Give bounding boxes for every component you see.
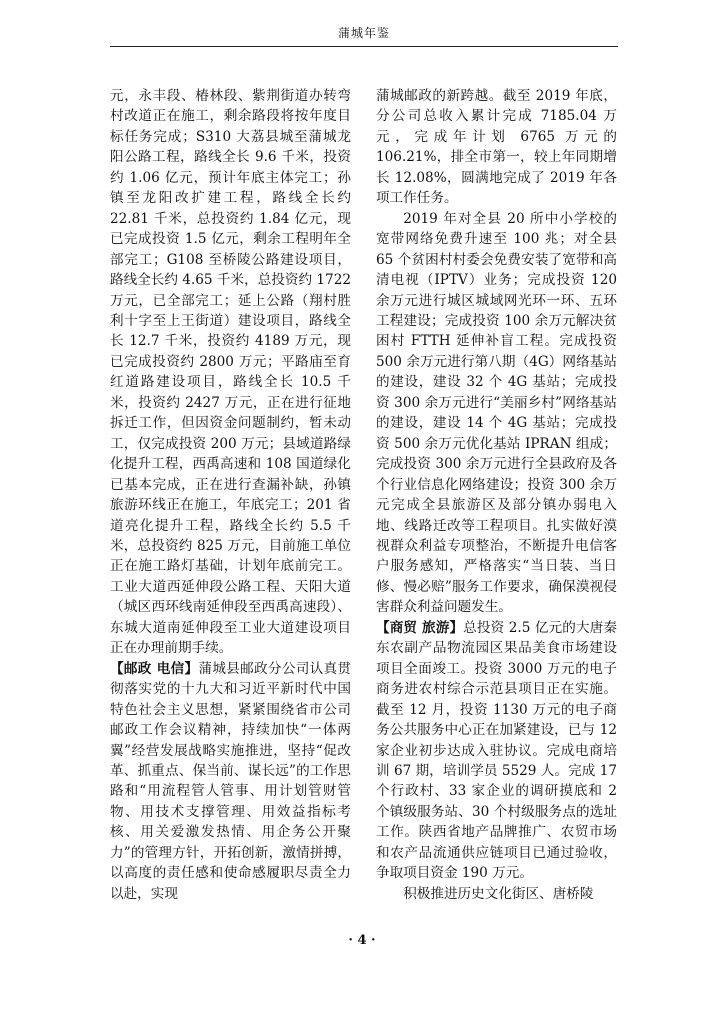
paragraph-trade-tourism <box>376 618 617 884</box>
paragraph-postal-results: 蒲城邮政的新跨越。截至 2019 年底，分公司总收入累计完成 7185.04 万元，完成年计划 6765 万元的 106.21%，排全市第一，较上年同期增长 12.08%，圆满地完成了 2019 年各项工作任务。 <box>376 88 617 207</box>
left-column <box>110 86 351 904</box>
header-title: 蒲城年鉴 <box>337 26 390 40</box>
right-column <box>376 86 617 904</box>
paragraph-heritage: 积极推进历史文化街区、唐桥陵 <box>403 885 594 902</box>
section-body-postal-telecom: 蒲城县邮政分公司认真贯彻落实党的十九大和习近平新时代中国特色社会主义思想，紧紧围绕省市公司邮政工作会议精神，持续加快“一体两翼”经营发展战略实施推进，坚持“促改革、抓重点、保当前、谋长远”的工作思路和“用流程管人管事、用计划管财管物、用技术支撑管理、用效益指标考核、用关爱激发热情、用企务公开聚力”的管理方针，开拓创新，激情拼搏，以高度的责任感和使命感履职尽责全力以赴，实现 <box>110 660 352 902</box>
section-body-trade-tourism: 总投资 2.5 亿元的大唐秦东农副产品物流园区果品美食市场建设项目全面竣工。投资 3000 万元的电子商务进农村综合示范县项目正在实施。截至 12 月，投资 1130 万元的电子商务公共服务中心正在加紧建设，已与 12 家企业初步达成入驻协议。完成电商培训 67 期，培训学员 5529 人。完成 17 个行政村、33 家企业的调研摸底和 2 个镇级服务站、30 个村级服务点的选址工作。陕西省地产品牌推广、农贸市场和农产品流通供应链项目已通过验收，争取项目资金 190 万元。 <box>376 619 618 882</box>
paragraph-telecom-2019: 2019 年对全县 20 所中小学校的宽带网络免费升速至 100 兆；对全县 65 个贫困村村委会免费安装了宽带和高清电视（IPTV）业务；完成投资 120 余万元进行城区城域网光环一环、五环工程建设；完成投资 100 余万元解决贫困村 FTTH 延伸补盲工程。完成投资 500 余万元进行第八期（4G）网络基站的建设，建设 32 个 4G 基站；完成投资 300 余万元进行“美丽乡村”网络基站的建设，建设 14 个 4G 基站；完成投资 500 余万元优化基站 IPRAN 组成；完成投资 300 余万元进行全县政府及各个行业信息化网络建设；投资 300 余万元完成全县旅游区及部分镇办弱电入地、线路迁改等工程项目。扎实做好漠视群众利益专项整治，不断提升电信客户服务感知，严格落实“当日装、当日修、慢必赔”服务工作要求，确保漠视侵害群众利益问题发生。 <box>376 210 617 616</box>
paragraph-postal-telecom <box>110 659 351 904</box>
section-heading-postal-telecom: 【邮政 电信】 <box>110 660 199 677</box>
running-header <box>110 18 618 47</box>
paragraph-roads: 元，永丰段、椿林段、紫荆街道办转弯村改道正在施工，剩余路段将按年度目标任务完成；S310 大荔县城至蒲城龙阳公路工程，路线全长 9.6 千米，投资约 1.06 亿元，预计年底主体完工；孙镇至龙阳改扩建工程，路线全长约 22.81 千米，总投资约 1.84 亿元，现已完成投资 1.5 亿元，剩余工程明年全部完工；G108 至桥陵公路建设项目，路线全长约 4.65 千米，总投资约 1722 万元，已全部完工；延上公路（翔村胜利十字至上王街道）建设项目，路线全长 12.7 千米，投资约 4189 万元，现已完成投资约 2800 万元；平路庙至育红道路建设项目，路线全长 10.5 千米，投资约 2427 万元，正在进行征地拆迁工作，但因资金问题制约，暂未动工，仅完成投资 200 万元；县域道路绿化提升工程，西禹高速和 108 国道绿化已基本完成，正在进行查漏补缺，孙镇旅游环线正在施工，年底完工；201 省道亮化提升工程，路线全长约 5.5 千米，总投资约 825 万元，目前施工单位正在施工路灯基础，计划年底前完工。工业大道西延伸段公路工程、天阳大道（城区西环线南延伸段至西禹高速段）、东城大道南延伸段至工业大道建设项目正在办理前期手续。 <box>110 88 351 657</box>
page-number: · 4 · <box>348 933 376 948</box>
section-heading-trade-tourism: 【商贸 旅游】 <box>376 619 464 636</box>
